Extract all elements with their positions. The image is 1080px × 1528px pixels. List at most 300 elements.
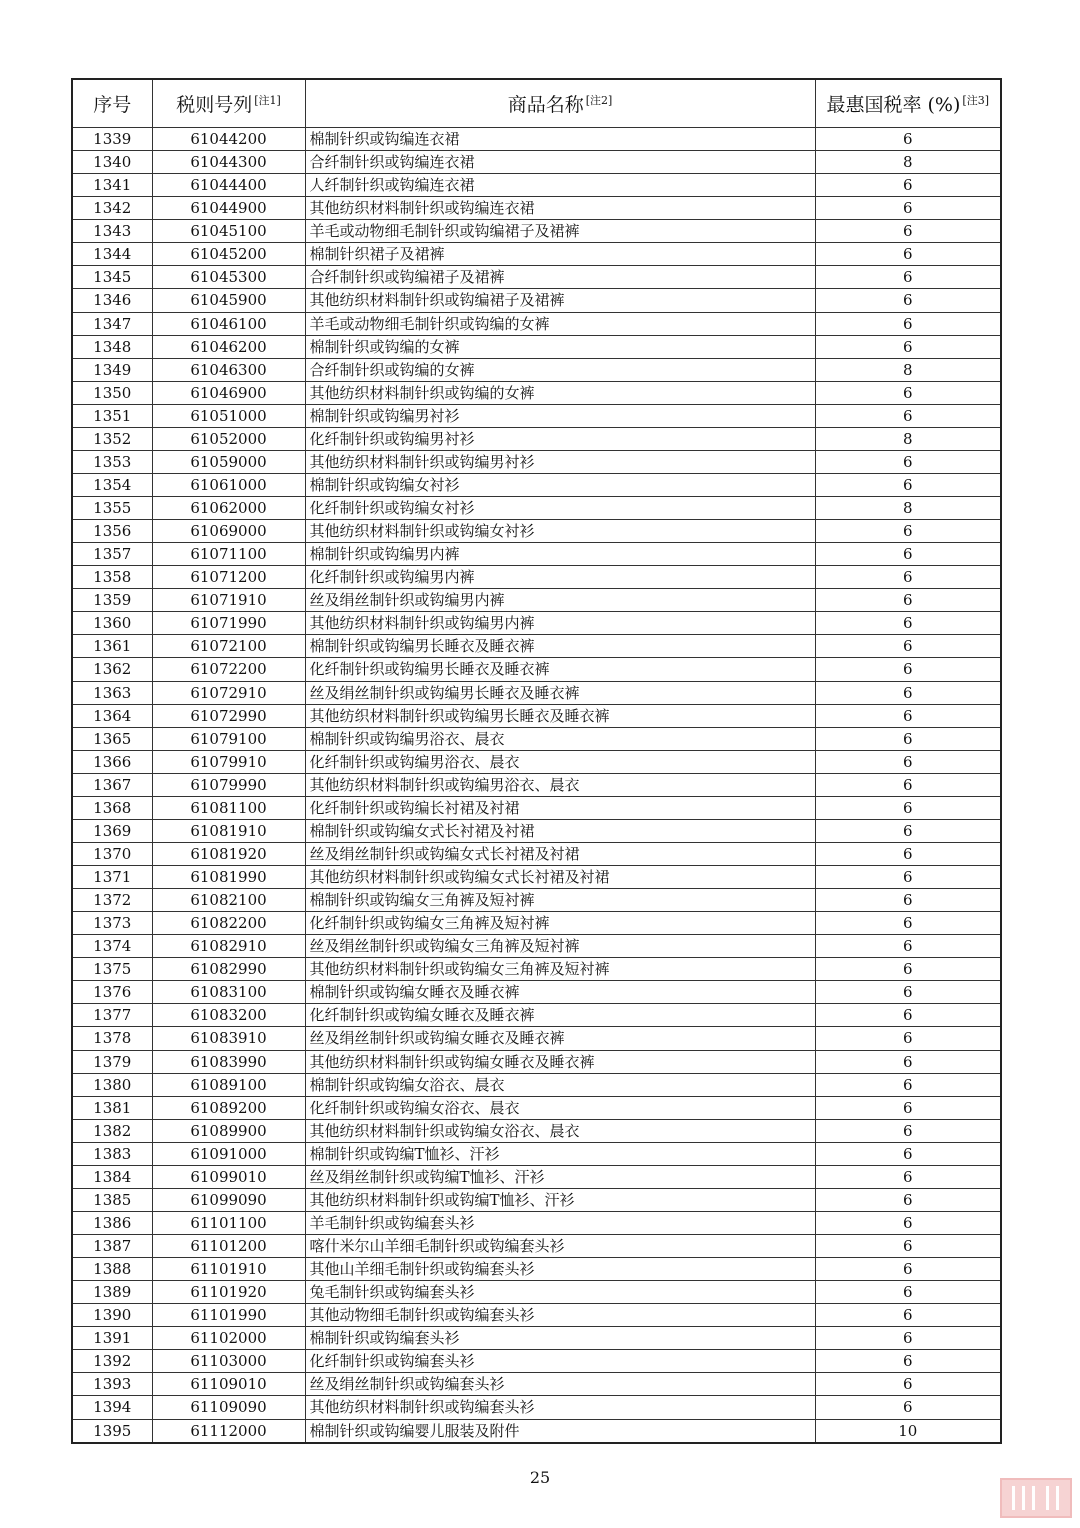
cell-code: 61045200 (152, 243, 305, 266)
cell-rate: 6 (815, 681, 1001, 704)
cell-seq: 1363 (72, 681, 152, 704)
cell-rate: 8 (815, 427, 1001, 450)
table-row (72, 220, 1001, 243)
stamp-logo (1000, 1478, 1072, 1518)
cell-code: 61099010 (152, 1165, 305, 1188)
cell-rate: 6 (815, 635, 1001, 658)
cell-name: 羊毛或动物细毛制针织或钩编裙子及裙裤 (305, 220, 815, 243)
cell-seq: 1339 (72, 128, 152, 151)
cell-seq: 1357 (72, 543, 152, 566)
table-row (72, 750, 1001, 773)
cell-code: 61044300 (152, 151, 305, 174)
cell-code: 61109010 (152, 1373, 305, 1396)
table-row (72, 1050, 1001, 1073)
table-row (72, 589, 1001, 612)
cell-seq: 1384 (72, 1165, 152, 1188)
cell-seq: 1342 (72, 197, 152, 220)
cell-name: 棉制针织或钩编男内裤 (305, 543, 815, 566)
table-row (72, 958, 1001, 981)
cell-rate: 6 (815, 912, 1001, 935)
cell-name: 化纤制针织或钩编女睡衣及睡衣裤 (305, 1004, 815, 1027)
cell-code: 61102000 (152, 1327, 305, 1350)
cell-code: 61083990 (152, 1050, 305, 1073)
table-row (72, 727, 1001, 750)
cell-rate: 6 (815, 889, 1001, 912)
table-row (72, 404, 1001, 427)
table-row (72, 427, 1001, 450)
cell-rate: 6 (815, 174, 1001, 197)
cell-code: 61052000 (152, 427, 305, 450)
table-row (72, 1188, 1001, 1211)
cell-name: 人纤制针织或钩编连衣裙 (305, 174, 815, 197)
cell-name: 棉制针织或钩编婴儿服装及附件 (305, 1419, 815, 1443)
cell-code: 61044400 (152, 174, 305, 197)
cell-code: 61101910 (152, 1258, 305, 1281)
table-row (72, 289, 1001, 312)
cell-seq: 1378 (72, 1027, 152, 1050)
cell-seq: 1369 (72, 819, 152, 842)
cell-seq: 1359 (72, 589, 152, 612)
table-row (72, 1142, 1001, 1165)
header-code-label: 税则号列 (176, 94, 253, 116)
cell-seq: 1395 (72, 1419, 152, 1443)
cell-seq: 1383 (72, 1142, 152, 1165)
cell-seq: 1371 (72, 866, 152, 889)
cell-seq: 1367 (72, 773, 152, 796)
cell-rate: 6 (815, 197, 1001, 220)
cell-code: 61044200 (152, 128, 305, 151)
page-number: 25 (529, 1468, 551, 1487)
cell-code: 61083100 (152, 981, 305, 1004)
cell-rate: 6 (815, 727, 1001, 750)
cell-name: 棉制针织或钩编女睡衣及睡衣裤 (305, 981, 815, 1004)
cell-code: 61079990 (152, 773, 305, 796)
cell-seq: 1387 (72, 1235, 152, 1258)
table-row (72, 842, 1001, 865)
table-row (72, 312, 1001, 335)
cell-name: 丝及绢丝制针织或钩编男长睡衣及睡衣裤 (305, 681, 815, 704)
cell-rate: 6 (815, 935, 1001, 958)
cell-rate: 10 (815, 1419, 1001, 1443)
table-row (72, 635, 1001, 658)
cell-code: 61072200 (152, 658, 305, 681)
table-header-row (72, 79, 1001, 128)
cell-seq: 1366 (72, 750, 152, 773)
table-row (72, 243, 1001, 266)
cell-code: 61101990 (152, 1304, 305, 1327)
cell-rate: 6 (815, 1373, 1001, 1396)
cell-code: 61081910 (152, 819, 305, 842)
cell-code: 61045100 (152, 220, 305, 243)
cell-rate: 6 (815, 750, 1001, 773)
cell-rate: 6 (815, 128, 1001, 151)
cell-seq: 1358 (72, 566, 152, 589)
cell-name: 其他纺织材料制针织或钩编女式长衬裙及衬裙 (305, 866, 815, 889)
cell-code: 61112000 (152, 1419, 305, 1443)
cell-name: 化纤制针织或钩编男长睡衣及睡衣裤 (305, 658, 815, 681)
table-row (72, 358, 1001, 381)
cell-name: 其他山羊细毛制针织或钩编套头衫 (305, 1258, 815, 1281)
table-row (72, 819, 1001, 842)
cell-rate: 6 (815, 658, 1001, 681)
cell-rate: 6 (815, 589, 1001, 612)
table-row (72, 1419, 1001, 1443)
cell-code: 61045300 (152, 266, 305, 289)
cell-name: 化纤制针织或钩编长衬裙及衬裙 (305, 796, 815, 819)
cell-code: 61082990 (152, 958, 305, 981)
cell-seq: 1361 (72, 635, 152, 658)
table-row (72, 912, 1001, 935)
table-row (72, 1211, 1001, 1234)
cell-code: 61046200 (152, 335, 305, 358)
cell-name: 其他纺织材料制针织或钩编女浴衣、晨衣 (305, 1119, 815, 1142)
cell-code: 61082100 (152, 889, 305, 912)
cell-code: 61079100 (152, 727, 305, 750)
cell-seq: 1381 (72, 1096, 152, 1119)
header-name (305, 79, 815, 128)
cell-seq: 1388 (72, 1258, 152, 1281)
cell-rate: 6 (815, 1350, 1001, 1373)
cell-seq: 1356 (72, 520, 152, 543)
cell-code: 61061000 (152, 473, 305, 496)
cell-seq: 1368 (72, 796, 152, 819)
cell-name: 棉制针织或钩编女浴衣、晨衣 (305, 1073, 815, 1096)
cell-seq: 1377 (72, 1004, 152, 1027)
table-row (72, 1165, 1001, 1188)
cell-rate: 6 (815, 1004, 1001, 1027)
cell-seq: 1391 (72, 1327, 152, 1350)
cell-code: 61083910 (152, 1027, 305, 1050)
cell-rate: 6 (815, 335, 1001, 358)
cell-name: 化纤制针织或钩编女衬衫 (305, 497, 815, 520)
cell-name: 兔毛制针织或钩编套头衫 (305, 1281, 815, 1304)
cell-rate: 6 (815, 981, 1001, 1004)
table-row (72, 450, 1001, 473)
cell-seq: 1345 (72, 266, 152, 289)
cell-seq: 1385 (72, 1188, 152, 1211)
table-row (72, 1373, 1001, 1396)
header-name-label: 商品名称 (507, 94, 584, 116)
cell-code: 61081920 (152, 842, 305, 865)
cell-name: 丝及绢丝制针织或钩编套头衫 (305, 1373, 815, 1396)
header-seq (72, 79, 152, 128)
table-row (72, 1350, 1001, 1373)
cell-seq: 1372 (72, 889, 152, 912)
cell-name: 合纤制针织或钩编连衣裙 (305, 151, 815, 174)
cell-code: 61051000 (152, 404, 305, 427)
cell-rate: 6 (815, 819, 1001, 842)
cell-name: 化纤制针织或钩编套头衫 (305, 1350, 815, 1373)
cell-name: 化纤制针织或钩编男衬衫 (305, 427, 815, 450)
cell-seq: 1353 (72, 450, 152, 473)
cell-name: 合纤制针织或钩编的女裤 (305, 358, 815, 381)
cell-name: 其他纺织材料制针织或钩编的女裤 (305, 381, 815, 404)
cell-rate: 6 (815, 1258, 1001, 1281)
cell-rate: 6 (815, 704, 1001, 727)
cell-seq: 1354 (72, 473, 152, 496)
table-row (72, 335, 1001, 358)
cell-code: 61101920 (152, 1281, 305, 1304)
cell-code: 61044900 (152, 197, 305, 220)
cell-name: 棉制针织或钩编女三角裤及短衬裤 (305, 889, 815, 912)
cell-seq: 1373 (72, 912, 152, 935)
cell-seq: 1360 (72, 612, 152, 635)
cell-name: 棉制针织或钩编T恤衫、汗衫 (305, 1142, 815, 1165)
cell-rate: 8 (815, 151, 1001, 174)
cell-name: 棉制针织或钩编男浴衣、晨衣 (305, 727, 815, 750)
cell-name: 棉制针织或钩编女衬衫 (305, 473, 815, 496)
cell-name: 化纤制针织或钩编女浴衣、晨衣 (305, 1096, 815, 1119)
table-row (72, 151, 1001, 174)
table-row (72, 1304, 1001, 1327)
cell-name: 其他纺织材料制针织或钩编男内裤 (305, 612, 815, 635)
cell-code: 61062000 (152, 497, 305, 520)
cell-code: 61069000 (152, 520, 305, 543)
cell-code: 61101200 (152, 1235, 305, 1258)
cell-rate: 6 (815, 1396, 1001, 1419)
cell-code: 61071100 (152, 543, 305, 566)
cell-name: 其他纺织材料制针织或钩编男衬衫 (305, 450, 815, 473)
table-row (72, 1119, 1001, 1142)
table-row (72, 1281, 1001, 1304)
cell-seq: 1364 (72, 704, 152, 727)
cell-rate: 6 (815, 1327, 1001, 1350)
cell-seq: 1380 (72, 1073, 152, 1096)
cell-name: 其他纺织材料制针织或钩编女衬衫 (305, 520, 815, 543)
cell-code: 61101100 (152, 1211, 305, 1234)
cell-code: 61099090 (152, 1188, 305, 1211)
cell-name: 棉制针织裙子及裙裤 (305, 243, 815, 266)
table-row (72, 1004, 1001, 1027)
cell-code: 61079910 (152, 750, 305, 773)
cell-name: 其他纺织材料制针织或钩编男长睡衣及睡衣裤 (305, 704, 815, 727)
cell-rate: 6 (815, 1188, 1001, 1211)
table-row (72, 197, 1001, 220)
cell-seq: 1340 (72, 151, 152, 174)
cell-code: 61046100 (152, 312, 305, 335)
header-rate-label: 最惠国税率 (%) (826, 94, 961, 116)
cell-rate: 6 (815, 1142, 1001, 1165)
cell-rate: 6 (815, 381, 1001, 404)
cell-code: 61072100 (152, 635, 305, 658)
cell-code: 61071910 (152, 589, 305, 612)
cell-rate: 6 (815, 566, 1001, 589)
table-row (72, 658, 1001, 681)
cell-name: 丝及绢丝制针织或钩编女三角裤及短衬裤 (305, 935, 815, 958)
cell-seq: 1386 (72, 1211, 152, 1234)
table-row (72, 796, 1001, 819)
cell-rate: 6 (815, 1281, 1001, 1304)
header-code (152, 79, 305, 128)
tariff-table (71, 78, 1002, 1444)
table-row (72, 473, 1001, 496)
table-row (72, 497, 1001, 520)
cell-name: 棉制针织或钩编套头衫 (305, 1327, 815, 1350)
cell-code: 61089200 (152, 1096, 305, 1119)
table-row (72, 935, 1001, 958)
table-row (72, 1027, 1001, 1050)
cell-name: 其他纺织材料制针织或钩编男浴衣、晨衣 (305, 773, 815, 796)
cell-name: 合纤制针织或钩编裙子及裙裤 (305, 266, 815, 289)
cell-code: 61071990 (152, 612, 305, 635)
cell-seq: 1374 (72, 935, 152, 958)
table-row (72, 612, 1001, 635)
cell-name: 其他纺织材料制针织或钩编T恤衫、汗衫 (305, 1188, 815, 1211)
table-row (72, 381, 1001, 404)
table-row (72, 773, 1001, 796)
cell-name: 其他动物细毛制针织或钩编套头衫 (305, 1304, 815, 1327)
cell-code: 61046300 (152, 358, 305, 381)
cell-rate: 6 (815, 1050, 1001, 1073)
cell-name: 其他纺织材料制针织或钩编裙子及裙裤 (305, 289, 815, 312)
cell-rate: 6 (815, 1073, 1001, 1096)
cell-rate: 6 (815, 866, 1001, 889)
header-code-note: [注1] (254, 93, 281, 107)
cell-rate: 8 (815, 358, 1001, 381)
cell-seq: 1392 (72, 1350, 152, 1373)
cell-name: 羊毛或动物细毛制针织或钩编的女裤 (305, 312, 815, 335)
cell-rate: 6 (815, 220, 1001, 243)
cell-name: 丝及绢丝制针织或钩编女睡衣及睡衣裤 (305, 1027, 815, 1050)
cell-name: 棉制针织或钩编男衬衫 (305, 404, 815, 427)
cell-name: 化纤制针织或钩编女三角裤及短衬裤 (305, 912, 815, 935)
cell-code: 61091000 (152, 1142, 305, 1165)
cell-code: 61082200 (152, 912, 305, 935)
cell-seq: 1344 (72, 243, 152, 266)
header-rate-note: [注3] (962, 93, 989, 107)
cell-seq: 1348 (72, 335, 152, 358)
cell-code: 61072910 (152, 681, 305, 704)
cell-seq: 1379 (72, 1050, 152, 1073)
cell-rate: 6 (815, 1211, 1001, 1234)
cell-name: 棉制针织或钩编女式长衬裙及衬裙 (305, 819, 815, 842)
cell-rate: 6 (815, 1119, 1001, 1142)
cell-rate: 6 (815, 473, 1001, 496)
cell-name: 其他纺织材料制针织或钩编女睡衣及睡衣裤 (305, 1050, 815, 1073)
cell-name: 棉制针织或钩编连衣裙 (305, 128, 815, 151)
cell-seq: 1389 (72, 1281, 152, 1304)
cell-seq: 1365 (72, 727, 152, 750)
cell-rate: 6 (815, 404, 1001, 427)
cell-name: 化纤制针织或钩编男浴衣、晨衣 (305, 750, 815, 773)
cell-seq: 1355 (72, 497, 152, 520)
cell-name: 丝及绢丝制针织或钩编男内裤 (305, 589, 815, 612)
cell-name: 丝及绢丝制针织或钩编女式长衬裙及衬裙 (305, 842, 815, 865)
cell-code: 61081990 (152, 866, 305, 889)
cell-seq: 1390 (72, 1304, 152, 1327)
cell-rate: 6 (815, 1027, 1001, 1050)
header-seq-label: 序号 (93, 94, 132, 116)
table-row (72, 1327, 1001, 1350)
cell-rate: 6 (815, 450, 1001, 473)
cell-rate: 6 (815, 289, 1001, 312)
cell-code: 61089900 (152, 1119, 305, 1142)
cell-name: 其他纺织材料制针织或钩编女三角裤及短衬裤 (305, 958, 815, 981)
table-row (72, 981, 1001, 1004)
cell-code: 61045900 (152, 289, 305, 312)
cell-seq: 1351 (72, 404, 152, 427)
cell-seq: 1370 (72, 842, 152, 865)
header-name-note: [注2] (585, 93, 613, 107)
table-row (72, 866, 1001, 889)
cell-code: 61046900 (152, 381, 305, 404)
cell-code: 61089100 (152, 1073, 305, 1096)
cell-rate: 6 (815, 612, 1001, 635)
cell-rate: 6 (815, 266, 1001, 289)
cell-rate: 6 (815, 1096, 1001, 1119)
table-row (72, 174, 1001, 197)
table-row (72, 266, 1001, 289)
table-row (72, 543, 1001, 566)
cell-code: 61072990 (152, 704, 305, 727)
cell-seq: 1346 (72, 289, 152, 312)
cell-seq: 1349 (72, 358, 152, 381)
cell-rate: 6 (815, 796, 1001, 819)
cell-name: 羊毛制针织或钩编套头衫 (305, 1211, 815, 1234)
cell-rate: 6 (815, 1304, 1001, 1327)
cell-seq: 1394 (72, 1396, 152, 1419)
cell-seq: 1362 (72, 658, 152, 681)
cell-seq: 1376 (72, 981, 152, 1004)
cell-seq: 1352 (72, 427, 152, 450)
cell-rate: 6 (815, 520, 1001, 543)
cell-seq: 1350 (72, 381, 152, 404)
cell-rate: 6 (815, 1235, 1001, 1258)
cell-rate: 6 (815, 958, 1001, 981)
cell-seq: 1393 (72, 1373, 152, 1396)
table-row (72, 1235, 1001, 1258)
cell-name: 其他纺织材料制针织或钩编套头衫 (305, 1396, 815, 1419)
cell-code: 61059000 (152, 450, 305, 473)
cell-code: 61109090 (152, 1396, 305, 1419)
table-row (72, 889, 1001, 912)
table-row (72, 1096, 1001, 1119)
table-row (72, 704, 1001, 727)
cell-seq: 1343 (72, 220, 152, 243)
cell-seq: 1347 (72, 312, 152, 335)
table-row (72, 566, 1001, 589)
cell-code: 61081100 (152, 796, 305, 819)
cell-name: 化纤制针织或钩编男内裤 (305, 566, 815, 589)
cell-rate: 6 (815, 1165, 1001, 1188)
cell-name: 丝及绢丝制针织或钩编T恤衫、汗衫 (305, 1165, 815, 1188)
cell-code: 61103000 (152, 1350, 305, 1373)
table-row (72, 1073, 1001, 1096)
cell-seq: 1382 (72, 1119, 152, 1142)
cell-rate: 6 (815, 243, 1001, 266)
cell-rate: 6 (815, 773, 1001, 796)
cell-rate: 6 (815, 312, 1001, 335)
cell-name: 喀什米尔山羊细毛制针织或钩编套头衫 (305, 1235, 815, 1258)
cell-rate: 6 (815, 842, 1001, 865)
header-rate (815, 79, 1001, 128)
cell-code: 61071200 (152, 566, 305, 589)
table-row (72, 1258, 1001, 1281)
cell-rate: 6 (815, 543, 1001, 566)
cell-name: 棉制针织或钩编的女裤 (305, 335, 815, 358)
cell-seq: 1341 (72, 174, 152, 197)
table-row (72, 1396, 1001, 1419)
cell-code: 61082910 (152, 935, 305, 958)
table-row (72, 681, 1001, 704)
table-row (72, 128, 1001, 151)
cell-name: 棉制针织或钩编男长睡衣及睡衣裤 (305, 635, 815, 658)
cell-seq: 1375 (72, 958, 152, 981)
cell-name: 其他纺织材料制针织或钩编连衣裙 (305, 197, 815, 220)
table-row (72, 520, 1001, 543)
cell-code: 61083200 (152, 1004, 305, 1027)
cell-rate: 8 (815, 497, 1001, 520)
